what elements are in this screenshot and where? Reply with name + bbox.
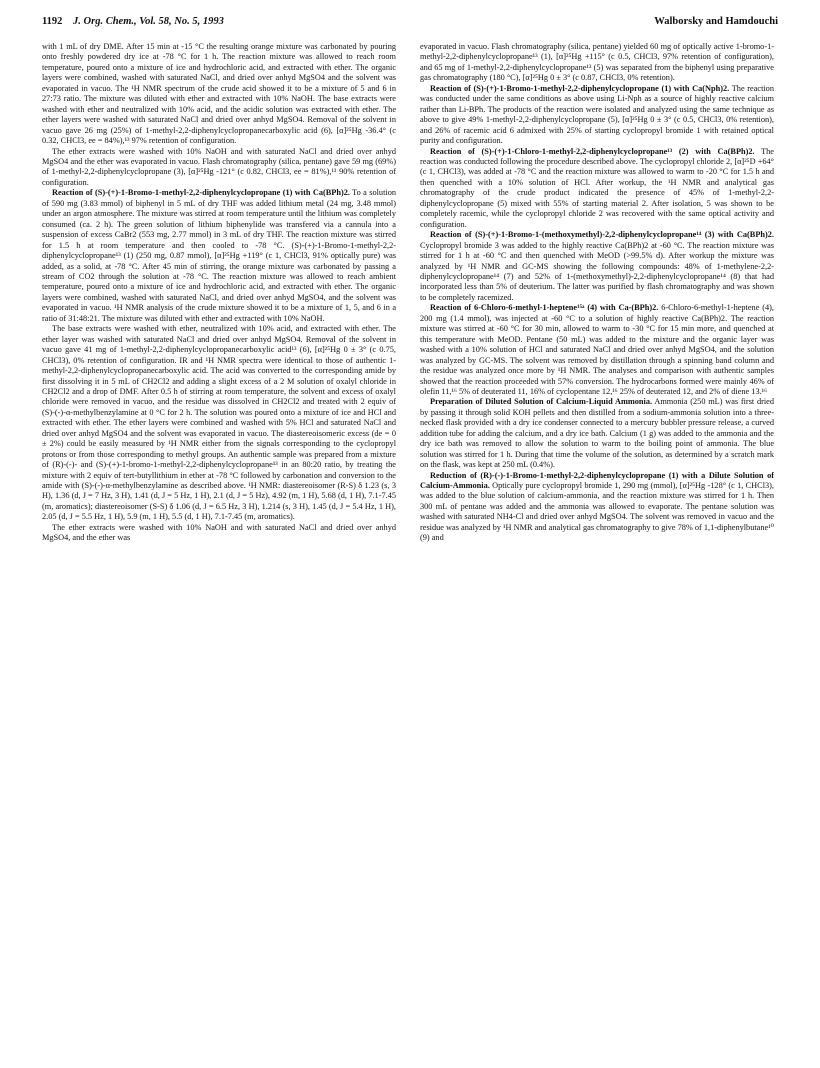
- paragraph-text: The base extracts were washed with ether, neutralized with 10% acid, and extracted with ether. The ether layer was washed with saturated NaCl and dried over anhyd MgSO4. Removal of the solvent in vacuo gave 41 mg of 1-methyl-2,2-diphenylcyclopropanecarboxylic acid¹³ (6), [α]²⁵Hg 0 ± 3° (c 0.75, CHCl3), 0% retention of configuration. IR and ¹H NMR spectra were identical to those of authentic 1-methyl-2,2-diphenylcyclopropanecarboxylic acid. The acid was converted to the corresponding amide by first dissolving it in 5 mL of CH2Cl2 and adding a slight excess of a 2 M solution of oxalyl chloride in CH2Cl2 and a drop of DMF. After 0.5 h of stirring at room temperature, the solvent and excess of oxalyl chloride were removed in vacuo, and the residue was dissolved in CH2Cl2 and treated with 2 equiv of (S)-(-)-α-methylbenzylamine at 0 °C for 2 h. The solution was poured onto a mixture of ice and HCl and extracted with ether. The ether layers were combined and washed with 5% HCl and saturated NaCl and dried over anhyd MgSO4 and the solvent was evaporated in vacuo. The diastereoisomeric excess (de = 0 ± 2%) could be easily measured by ¹H NMR either from the signals corresponding to the cyclopropyl protons or from those corresponding to methyl groups. An authentic sample was prepared from a mixture of (R)-(-)- and (S)-(+)-1-bromo-1-methyl-2,2-diphenylcyclopropane¹³ in an 80:20 ratio, by treating the mixture with 2 equiv of tert-butyllithium in ether at -78 °C followed by carbonation and conversion to the amide with (S)-(-)-α-methylbenzylamine as described above. ¹H NMR: diastereoisomer (R-S) δ 1.23 (s, 3 H), 1.36 (d, J = 7 Hz, 3 H), 1.41 (d, J = 5 Hz, 1 H), 2.1 (d, J = 5 Hz), 4.92 (m, 1 H), 5.68 (d, 1 H), 7.1-7.45 (m, aromatics); diastereoisomer (S-S) δ 1.06 (d, J = 6.5 Hz, 3 H), 1.214 (s, 3 H), 1.45 (d, J = 5.4 Hz, 1 H), 2.05 (d, J = 5.5 Hz, 1 H), 5.9 (m, 1 H), 5.5 (d, 1 H), 7.1-7.45 (m, aromatics).: [42, 324, 396, 522]
- paragraph: [420, 84, 774, 147]
- paragraph-text: The reaction was conducted under the same conditions as above using Li-Nph as a source of highly reactive calcium rather than Li-BPh. The products of the reaction were isolated and analyzed using the same technique as above to give 49% 1-methyl-2,2-diphenylcyclopropane (5), [α]²⁵Hg 0 ± 3° (c 0.5, CHCl3, 0% retention), and 26% of racemic acid 6 admixed with 25% of starting cyclopropyl bromide 1 with retained optical purity and configuration.: [420, 83, 774, 146]
- left-column: [42, 42, 396, 1050]
- paragraph: [420, 230, 774, 303]
- paragraph: [420, 42, 774, 84]
- paragraph-text: 6-Chloro-6-methyl-1-heptene (4), 200 mg (1.4 mmol), was injected at -60 °C to a solution of highly reactive Ca(BPh)2. The reaction mixture was stirred at -60 °C for 30 min, allowed to warm to -30 °C for 15 min more, and quenched at this temperature with MeOD. Pentane (50 mL) was added to the mixture and the organic layer was washed with a 10% solution of HCl and saturated NaCl and dried over anhyd MgSO4, and the solution was analyzed by GC-MS. The solvent was removed by distillation through a spinning band column and the residue was analyzed once more by ¹H NMR. The analyses and comparison with authentic samples showed that the reaction proceeded with 57% conversion. The hydrocarbons formed were mainly 46% of olefin 11,¹⁶ 5% of deuterated 11, 16% of cyclopentane 12,¹⁶ 25% of deuterated 12, and 2% of diene 13.¹⁶: [420, 303, 774, 396]
- paragraph-text: Cyclopropyl bromide 3 was added to the highly reactive Ca(BPh)2 at -60 °C. The reaction mixture was stirred for 1 h at -60 °C and then quenched with MeOD (>99.5% d). After workup the mixture was analyzed by ¹H NMR and GC-MS showing the following compounds: 48% of 1-methylene-2,2-diphenylcyclopropane¹⁴ (7) and 52% of 1-(methoxymethyl)-2,2-diphenylcyclopropane¹⁴ (8) that had incorporated less than 5% of deuterium. The latter was purified by flash chromatography and was shown to be completely racemized.: [420, 240, 774, 302]
- journal-citation: J. Org. Chem., Vol. 58, No. 5, 1993: [73, 16, 224, 27]
- right-column: [420, 42, 774, 1050]
- paragraph: [42, 188, 396, 324]
- paragraph-text: evaporated in vacuo. Flash chromatography (silica, pentane) yielded 60 mg of optically active 1-bromo-1-methyl-2,2-diphenylcyclopropane¹³ (1), [α]²⁵Hg +115° (c 0.5, CHCl3, 97% retention of configuration), and 65 mg of 1-methyl-2,2-diphenylcyclopropane¹³ (5) was separated from the biphenyl using preparative gas chromatography (180 °C), [α]²⁵Hg 0 ± 3° (c 0.87, CHCl3, 0% retention).: [420, 42, 774, 83]
- paragraph-text: The reaction was conducted following the procedure described above. The cyclopropyl chloride 2, [α]²⁵D +64° (c 1, CHCl3), was added at -78 °C and the reaction mixture was allowed to warm to -20 °C for 1.5 h and then quenched with a 10% solution of HCl. After workup, the ¹H NMR and analytical gas chromatography of the crude product indicated the presence of 45% of 1-methyl-2,2-diphenylcyclopropane (5) mixed with 55% of starting material 2. After isolation, 5 was shown to be completely racemic, while the cyclopropyl chloride 2 was recovered with the same optical activity and configuration.: [420, 146, 774, 229]
- section-heading: Preparation of Diluted Solution of Calcium-Liquid Ammonia.: [430, 397, 653, 407]
- page-number: 1192: [42, 16, 63, 27]
- paragraph-text: The ether extracts were washed with 10% NaOH and with saturated NaCl and dried over anhyd MgSO4 and the ether was evaporated in vacuo. Flash chromatography (silica, pentane) gave 59 mg (69%) of 1-methyl-2,2-diphenylcyclopropane (3), [α]²⁵Hg -121° (c 0.82, CHCl3, ee = 81%),¹³ 90% retention of configuration.: [42, 146, 396, 187]
- paragraph: [420, 397, 774, 470]
- paragraph: [420, 147, 774, 231]
- paragraph-text: Optically pure cyclopropyl bromide 1, 290 mg (mmol), [α]²⁵Hg -128° (c 1, CHCl3), was added to the blue solution of calcium-ammonia, and the reaction mixture was stirred for 1 h. Then 300 mL of pentane was added and the ammonia was allowed to evaporate. The pentane solution was washed with saturated NH4-Cl and dried over anhyd MgSO4. The solvent was removed in vacuo and the residue was analyzed by ¹H NMR and analytical gas chromatography to give 78% of 1,1-diphenylbutane¹⁰ (9) and: [420, 481, 774, 543]
- paragraph: [420, 303, 774, 397]
- paragraph-text: Ammonia (250 mL) was first dried by passing it through solid KOH pellets and then distilled from a sodium-ammonia solution into a three-necked flask provided with a dry ice condenser connected to a mercury bubbler pressure release, a curved addition tube for adding the calcium, and a dry ice bath. Calcium (1 g) was added to the ammonia and the dry ice bath was removed to allow the solution to warm to the boiling point of ammonia. The blue solution was stirred for 1 h. During that time the volume of the solution, as determined by a scratch mark on the flask, was kept at 250 mL (0.4%).: [420, 397, 774, 470]
- section-heading: Reaction of (S)-(+)-1-Bromo-1-methyl-2,2-diphenylcyclopropane (1) with Ca(Nph)2.: [430, 83, 730, 93]
- header-left: [42, 16, 224, 27]
- section-heading: Reaction of (S)-(+)-1-Chloro-1-methyl-2,2-diphenylcyclopropane¹³ (2) with Ca(BPh)2.: [430, 146, 755, 156]
- paragraph: [42, 42, 396, 147]
- paragraph: [420, 471, 774, 544]
- paragraph: [42, 523, 396, 544]
- paragraph-text: The ether extracts were washed with 10% NaOH and with saturated NaCl and dried over anhyd MgSO4, and the ether was: [42, 522, 396, 543]
- section-heading: Reaction of 6-Chloro-6-methyl-1-heptene¹⁵ᵃ (4) with Ca-(BPh)2.: [430, 303, 659, 313]
- paragraph-text: with 1 mL of dry DME. After 15 min at -15 °C the resulting orange mixture was carbonated by pouring onto freshly powdered dry ice at -78 °C for 1 h. The reaction mixture was allowed to reach room temperature, poured onto a mixture of ice and hydrochloric acid, and extracted with ether. The organic layers were combined, washed with saturated NaCl, and dried over anhyd MgSO4 and the solvent was evaporated in vacuo. The ¹H NMR spectrum of the crude acid showed it to be a mixture of 5 and 6 in 27:73 ratio. The mixture was diluted with ether and extracted with 10% NaOH. The base extracts were washed with ether and neutralized with 10% acid, and the acidic solution was extracted with ether. The ether layers were washed with saturated NaCl and dried over anhyd MgSO4. Removal of the solvent in vacuo gave 26 mg (25%) of 1-methyl-2,2-diphenylcyclopropanecarboxylic acid (6), [α]²⁵Hg -36.4° (c 0.32, CHCl3, ee = 84%),¹³ 97% retention of configuration.: [42, 42, 396, 146]
- running-header: [42, 16, 778, 34]
- header-authors: Walborsky and Hamdouchi: [654, 16, 778, 27]
- paragraph-text: To a solution of 590 mg (3.83 mmol) of biphenyl in 5 mL of dry THF was added lithium metal (24 mg, 3.48 mmol) under an argon atmosphere. The mixture was stirred at room temperature until the lithium was completely consumed (ca. 2 h). The green solution of lithium biphenylide was transfered via a cannula into a suspension of excess CaBr2 (553 mg, 2.77 mmol) in 3 mL of dry THF. The reaction mixture was stirred for 1.5 h at room temperature and then cooled to -78 °C. (S)-(+)-1-Bromo-1-methyl-2,2-diphenylcyclopropane¹³ (1) (250 mg, 0.87 mmol), [α]²⁵Hg +119° (c 1, CHCl3, 91% optically pure) was added, as a solid, at -78 °C. After 45 min of stirring, the orange mixture was carbonated by passing a stream of CO2 through the solution at -78 °C. The reaction mixture was allowed to reach ambient temperature, poured onto a mixture of ice and hydrochloric acid, and extracted with ether. The organic layers were combined, washed with saturated NaCl, and dried over anhyd MgSO4, and the solvent was evaporated in vacuo. ¹H NMR analysis of the crude mixture showed it to be a mixture of 1, 5, and 6 in a ratio of 31:48:21. The mixture was diluted with ether and extracted with 10% NaOH.: [42, 188, 396, 323]
- section-heading: Reaction of (S)-(+)-1-Bromo-1-(methoxymethyl)-2,2-diphenylcyclopropane¹⁴ (3) with Ca(BPh)2.: [430, 230, 774, 240]
- paragraph: [42, 147, 396, 189]
- paragraph: [42, 324, 396, 523]
- section-heading: Reduction of (R)-(-)-1-Bromo-1-methyl-2,2-diphenylcyclopropane (1) with a Dilute Solution of Calcium-Ammonia.: [420, 470, 774, 491]
- section-heading: Reaction of (S)-(+)-1-Bromo-1-methyl-2,2-diphenylcyclopropane (1) with Ca(BPh)2.: [52, 188, 350, 198]
